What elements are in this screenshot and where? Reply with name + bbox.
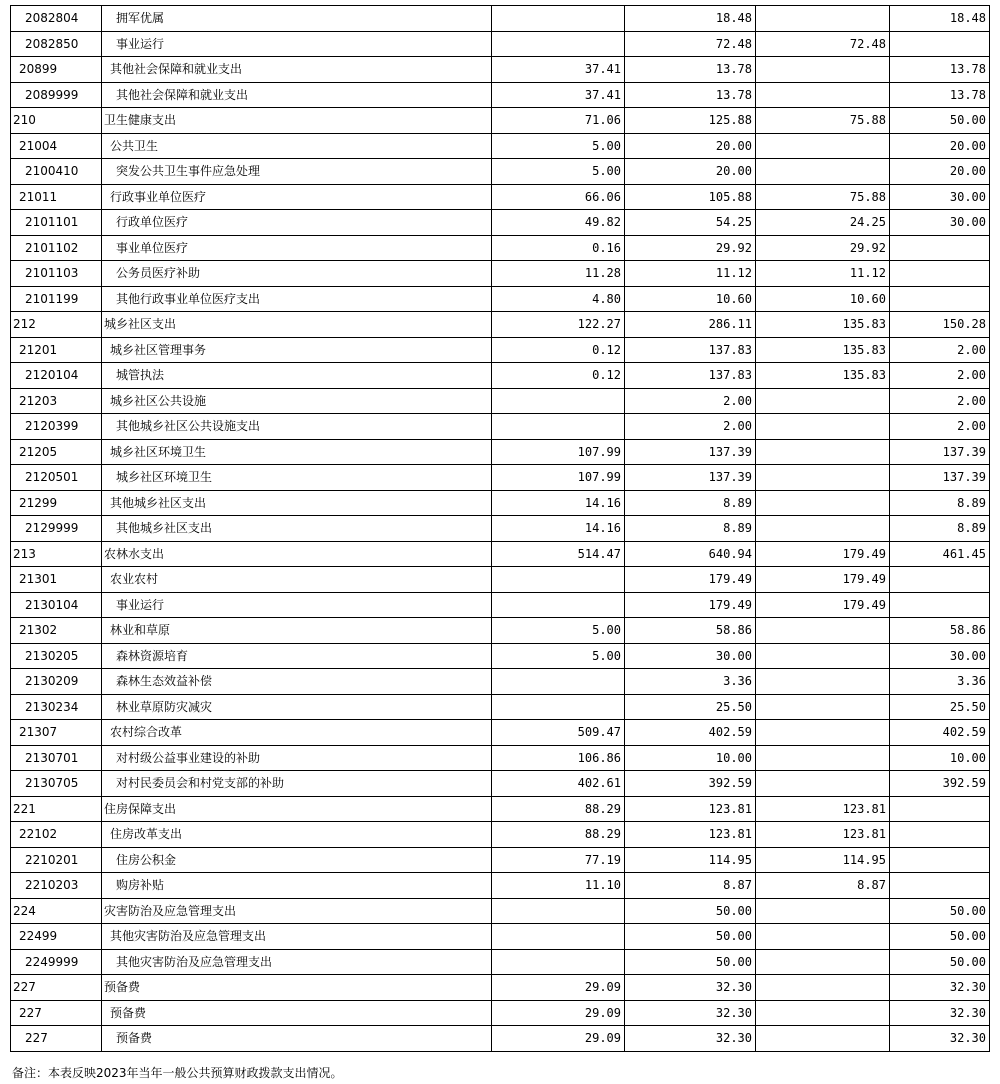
cell-project (890, 592, 990, 618)
cell-code: 210 (11, 108, 102, 134)
cell-prior-year: 5.00 (492, 618, 625, 644)
cell-basic (756, 439, 890, 465)
cell-total: 3.36 (625, 669, 756, 695)
cell-code: 212 (11, 312, 102, 338)
cell-total: 125.88 (625, 108, 756, 134)
cell-basic: 179.49 (756, 567, 890, 593)
cell-project (890, 286, 990, 312)
table-row (11, 133, 990, 159)
cell-code: 2120104 (11, 363, 102, 389)
cell-prior-year (492, 592, 625, 618)
cell-total: 10.00 (625, 745, 756, 771)
cell-project: 13.78 (890, 57, 990, 83)
cell-total: 32.30 (625, 975, 756, 1001)
cell-project (890, 235, 990, 261)
cell-name: 住房改革支出 (102, 822, 492, 848)
cell-name: 灾害防治及应急管理支出 (102, 898, 492, 924)
cell-prior-year (492, 898, 625, 924)
cell-basic (756, 133, 890, 159)
cell-total: 29.92 (625, 235, 756, 261)
cell-code: 21205 (11, 439, 102, 465)
cell-total: 123.81 (625, 796, 756, 822)
cell-project: 50.00 (890, 898, 990, 924)
cell-prior-year: 37.41 (492, 57, 625, 83)
footnote: 备注：本表反映2023年当年一般公共预算财政拨款支出情况。 (12, 1066, 343, 1080)
cell-project (890, 847, 990, 873)
table-row (11, 720, 990, 746)
cell-code: 224 (11, 898, 102, 924)
table-row (11, 108, 990, 134)
cell-prior-year: 107.99 (492, 439, 625, 465)
cell-prior-year (492, 949, 625, 975)
cell-prior-year: 5.00 (492, 159, 625, 185)
table-row (11, 57, 990, 83)
cell-basic: 123.81 (756, 796, 890, 822)
cell-prior-year: 5.00 (492, 643, 625, 669)
cell-code: 21201 (11, 337, 102, 363)
cell-prior-year (492, 567, 625, 593)
cell-prior-year: 37.41 (492, 82, 625, 108)
budget-table-body (11, 6, 990, 1052)
cell-project: 137.39 (890, 439, 990, 465)
cell-prior-year: 14.16 (492, 490, 625, 516)
cell-total: 58.86 (625, 618, 756, 644)
table-row (11, 490, 990, 516)
cell-prior-year: 66.06 (492, 184, 625, 210)
cell-code: 2210203 (11, 873, 102, 899)
cell-total: 54.25 (625, 210, 756, 236)
cell-prior-year: 5.00 (492, 133, 625, 159)
cell-name: 城乡社区支出 (102, 312, 492, 338)
cell-project: 20.00 (890, 159, 990, 185)
cell-basic (756, 159, 890, 185)
cell-project: 461.45 (890, 541, 990, 567)
cell-basic: 123.81 (756, 822, 890, 848)
table-row (11, 898, 990, 924)
cell-basic: 179.49 (756, 592, 890, 618)
cell-code: 227 (11, 1026, 102, 1052)
cell-name: 对村民委员会和村党支部的补助 (102, 771, 492, 797)
cell-prior-year: 106.86 (492, 745, 625, 771)
cell-code: 2130104 (11, 592, 102, 618)
cell-name: 城乡社区环境卫生 (102, 465, 492, 491)
cell-prior-year (492, 31, 625, 57)
cell-code: 21307 (11, 720, 102, 746)
cell-total: 20.00 (625, 159, 756, 185)
cell-code: 213 (11, 541, 102, 567)
cell-code: 21004 (11, 133, 102, 159)
cell-basic: 114.95 (756, 847, 890, 873)
cell-basic (756, 388, 890, 414)
cell-name: 行政单位医疗 (102, 210, 492, 236)
cell-prior-year (492, 924, 625, 950)
cell-project: 32.30 (890, 1000, 990, 1026)
cell-name: 住房保障支出 (102, 796, 492, 822)
cell-basic (756, 643, 890, 669)
cell-code: 21299 (11, 490, 102, 516)
cell-total: 32.30 (625, 1026, 756, 1052)
cell-project (890, 873, 990, 899)
cell-project: 32.30 (890, 975, 990, 1001)
table-row (11, 694, 990, 720)
cell-prior-year (492, 388, 625, 414)
cell-total: 105.88 (625, 184, 756, 210)
table-row (11, 643, 990, 669)
table-row (11, 516, 990, 542)
cell-name: 其他城乡社区支出 (102, 490, 492, 516)
cell-total: 179.49 (625, 567, 756, 593)
cell-basic: 24.25 (756, 210, 890, 236)
cell-project (890, 31, 990, 57)
cell-name: 城管执法 (102, 363, 492, 389)
cell-code: 2130705 (11, 771, 102, 797)
cell-name: 突发公共卫生事件应急处理 (102, 159, 492, 185)
cell-basic: 29.92 (756, 235, 890, 261)
cell-name: 其他城乡社区公共设施支出 (102, 414, 492, 440)
cell-project: 50.00 (890, 949, 990, 975)
cell-prior-year: 14.16 (492, 516, 625, 542)
cell-name: 城乡社区环境卫生 (102, 439, 492, 465)
cell-total: 25.50 (625, 694, 756, 720)
cell-total: 13.78 (625, 57, 756, 83)
cell-project: 10.00 (890, 745, 990, 771)
cell-name: 预备费 (102, 1026, 492, 1052)
cell-name: 森林资源培育 (102, 643, 492, 669)
cell-basic (756, 490, 890, 516)
cell-prior-year: 11.10 (492, 873, 625, 899)
cell-total: 50.00 (625, 949, 756, 975)
cell-basic (756, 898, 890, 924)
cell-code: 2130205 (11, 643, 102, 669)
cell-total: 8.87 (625, 873, 756, 899)
cell-name: 其他灾害防治及应急管理支出 (102, 924, 492, 950)
cell-prior-year: 11.28 (492, 261, 625, 287)
cell-prior-year: 0.12 (492, 363, 625, 389)
cell-name: 其他行政事业单位医疗支出 (102, 286, 492, 312)
cell-total: 8.89 (625, 516, 756, 542)
table-row (11, 312, 990, 338)
cell-total: 18.48 (625, 6, 756, 32)
cell-project: 18.48 (890, 6, 990, 32)
cell-project: 402.59 (890, 720, 990, 746)
cell-prior-year: 29.09 (492, 1026, 625, 1052)
cell-total: 32.30 (625, 1000, 756, 1026)
cell-code: 21203 (11, 388, 102, 414)
cell-prior-year (492, 669, 625, 695)
cell-total: 640.94 (625, 541, 756, 567)
cell-project: 30.00 (890, 210, 990, 236)
table-row (11, 235, 990, 261)
cell-prior-year: 514.47 (492, 541, 625, 567)
table-row (11, 82, 990, 108)
cell-name: 购房补贴 (102, 873, 492, 899)
cell-code: 2101103 (11, 261, 102, 287)
cell-basic: 75.88 (756, 108, 890, 134)
cell-name: 其他城乡社区支出 (102, 516, 492, 542)
cell-prior-year: 509.47 (492, 720, 625, 746)
cell-code: 2249999 (11, 949, 102, 975)
cell-name: 农业农村 (102, 567, 492, 593)
cell-project (890, 796, 990, 822)
cell-name: 森林生态效益补偿 (102, 669, 492, 695)
cell-basic (756, 975, 890, 1001)
cell-project: 392.59 (890, 771, 990, 797)
cell-prior-year (492, 694, 625, 720)
cell-basic (756, 771, 890, 797)
cell-code: 2130209 (11, 669, 102, 695)
table-row (11, 822, 990, 848)
cell-code: 2101102 (11, 235, 102, 261)
table-row (11, 541, 990, 567)
cell-total: 13.78 (625, 82, 756, 108)
cell-project (890, 261, 990, 287)
cell-name: 林业草原防灾减灾 (102, 694, 492, 720)
cell-total: 2.00 (625, 388, 756, 414)
cell-project: 50.00 (890, 924, 990, 950)
cell-name: 事业运行 (102, 31, 492, 57)
cell-code: 20899 (11, 57, 102, 83)
cell-name: 其他社会保障和就业支出 (102, 82, 492, 108)
cell-basic (756, 1026, 890, 1052)
table-row (11, 159, 990, 185)
cell-total: 402.59 (625, 720, 756, 746)
cell-name: 农村综合改革 (102, 720, 492, 746)
cell-code: 2082850 (11, 31, 102, 57)
cell-basic: 72.48 (756, 31, 890, 57)
cell-basic (756, 949, 890, 975)
cell-code: 2082804 (11, 6, 102, 32)
cell-name: 事业运行 (102, 592, 492, 618)
cell-total: 286.11 (625, 312, 756, 338)
cell-basic: 179.49 (756, 541, 890, 567)
cell-basic (756, 82, 890, 108)
cell-name: 对村级公益事业建设的补助 (102, 745, 492, 771)
cell-name: 其他社会保障和就业支出 (102, 57, 492, 83)
cell-total: 392.59 (625, 771, 756, 797)
cell-code: 2130701 (11, 745, 102, 771)
cell-total: 30.00 (625, 643, 756, 669)
cell-project: 2.00 (890, 388, 990, 414)
cell-project: 32.30 (890, 1026, 990, 1052)
cell-code: 21011 (11, 184, 102, 210)
cell-basic (756, 1000, 890, 1026)
cell-total: 2.00 (625, 414, 756, 440)
cell-basic (756, 669, 890, 695)
cell-name: 行政事业单位医疗 (102, 184, 492, 210)
cell-code: 2089999 (11, 82, 102, 108)
cell-name: 拥军优属 (102, 6, 492, 32)
cell-prior-year: 122.27 (492, 312, 625, 338)
table-row (11, 31, 990, 57)
table-row (11, 337, 990, 363)
cell-code: 2120399 (11, 414, 102, 440)
table-row (11, 592, 990, 618)
table-row (11, 796, 990, 822)
cell-project: 3.36 (890, 669, 990, 695)
table-row (11, 439, 990, 465)
cell-project: 30.00 (890, 643, 990, 669)
cell-name: 其他灾害防治及应急管理支出 (102, 949, 492, 975)
cell-prior-year: 71.06 (492, 108, 625, 134)
table-row (11, 745, 990, 771)
cell-code: 227 (11, 975, 102, 1001)
cell-name: 农林水支出 (102, 541, 492, 567)
cell-basic: 135.83 (756, 363, 890, 389)
cell-project: 137.39 (890, 465, 990, 491)
cell-total: 8.89 (625, 490, 756, 516)
table-row (11, 975, 990, 1001)
cell-basic (756, 924, 890, 950)
cell-code: 21302 (11, 618, 102, 644)
cell-name: 事业单位医疗 (102, 235, 492, 261)
table-row (11, 210, 990, 236)
cell-total: 137.83 (625, 363, 756, 389)
table-row (11, 669, 990, 695)
cell-code: 22102 (11, 822, 102, 848)
cell-basic (756, 694, 890, 720)
cell-code: 2130234 (11, 694, 102, 720)
table-row (11, 286, 990, 312)
cell-prior-year: 0.12 (492, 337, 625, 363)
cell-basic (756, 618, 890, 644)
cell-total: 11.12 (625, 261, 756, 287)
table-row (11, 924, 990, 950)
cell-code: 21301 (11, 567, 102, 593)
cell-prior-year: 0.16 (492, 235, 625, 261)
cell-project: 150.28 (890, 312, 990, 338)
cell-prior-year: 88.29 (492, 796, 625, 822)
cell-code: 2210201 (11, 847, 102, 873)
table-row (11, 184, 990, 210)
cell-prior-year: 88.29 (492, 822, 625, 848)
table-row (11, 618, 990, 644)
cell-code: 2101101 (11, 210, 102, 236)
cell-name: 林业和草原 (102, 618, 492, 644)
cell-code: 2101199 (11, 286, 102, 312)
cell-project: 13.78 (890, 82, 990, 108)
table-row (11, 873, 990, 899)
table-row (11, 261, 990, 287)
cell-name: 公务员医疗补助 (102, 261, 492, 287)
cell-prior-year: 402.61 (492, 771, 625, 797)
cell-prior-year: 107.99 (492, 465, 625, 491)
cell-code: 22499 (11, 924, 102, 950)
cell-project (890, 567, 990, 593)
cell-name: 预备费 (102, 975, 492, 1001)
cell-basic (756, 465, 890, 491)
cell-project: 25.50 (890, 694, 990, 720)
cell-code: 2129999 (11, 516, 102, 542)
table-row (11, 6, 990, 32)
cell-total: 123.81 (625, 822, 756, 848)
cell-basic (756, 745, 890, 771)
cell-total: 50.00 (625, 898, 756, 924)
table-row (11, 1026, 990, 1052)
cell-project: 8.89 (890, 516, 990, 542)
table-row (11, 465, 990, 491)
cell-basic: 135.83 (756, 312, 890, 338)
table-row (11, 1000, 990, 1026)
cell-code: 2120501 (11, 465, 102, 491)
budget-table (10, 5, 990, 1052)
table-row (11, 847, 990, 873)
table-row (11, 388, 990, 414)
cell-basic (756, 6, 890, 32)
cell-name: 城乡社区公共设施 (102, 388, 492, 414)
cell-basic: 10.60 (756, 286, 890, 312)
cell-total: 137.39 (625, 439, 756, 465)
cell-code: 2100410 (11, 159, 102, 185)
cell-code: 221 (11, 796, 102, 822)
table-row (11, 414, 990, 440)
cell-prior-year (492, 6, 625, 32)
cell-name: 预备费 (102, 1000, 492, 1026)
cell-prior-year: 77.19 (492, 847, 625, 873)
cell-name: 卫生健康支出 (102, 108, 492, 134)
cell-name: 城乡社区管理事务 (102, 337, 492, 363)
cell-project: 30.00 (890, 184, 990, 210)
cell-basic (756, 720, 890, 746)
cell-total: 20.00 (625, 133, 756, 159)
cell-basic (756, 57, 890, 83)
cell-project: 2.00 (890, 414, 990, 440)
table-row (11, 567, 990, 593)
cell-prior-year: 49.82 (492, 210, 625, 236)
cell-project: 20.00 (890, 133, 990, 159)
cell-total: 137.39 (625, 465, 756, 491)
cell-name: 住房公积金 (102, 847, 492, 873)
cell-basic: 11.12 (756, 261, 890, 287)
cell-total: 114.95 (625, 847, 756, 873)
cell-basic: 135.83 (756, 337, 890, 363)
cell-total: 179.49 (625, 592, 756, 618)
cell-project (890, 822, 990, 848)
cell-prior-year (492, 414, 625, 440)
cell-total: 137.83 (625, 337, 756, 363)
cell-basic: 75.88 (756, 184, 890, 210)
cell-prior-year: 4.80 (492, 286, 625, 312)
cell-project: 50.00 (890, 108, 990, 134)
table-row (11, 949, 990, 975)
table-row (11, 771, 990, 797)
cell-name: 公共卫生 (102, 133, 492, 159)
cell-project: 8.89 (890, 490, 990, 516)
cell-total: 10.60 (625, 286, 756, 312)
cell-total: 50.00 (625, 924, 756, 950)
cell-basic (756, 414, 890, 440)
cell-code: 227 (11, 1000, 102, 1026)
table-row (11, 363, 990, 389)
cell-prior-year: 29.09 (492, 975, 625, 1001)
cell-project: 2.00 (890, 337, 990, 363)
cell-total: 72.48 (625, 31, 756, 57)
cell-prior-year: 29.09 (492, 1000, 625, 1026)
cell-project: 58.86 (890, 618, 990, 644)
cell-project: 2.00 (890, 363, 990, 389)
cell-basic (756, 516, 890, 542)
cell-basic: 8.87 (756, 873, 890, 899)
